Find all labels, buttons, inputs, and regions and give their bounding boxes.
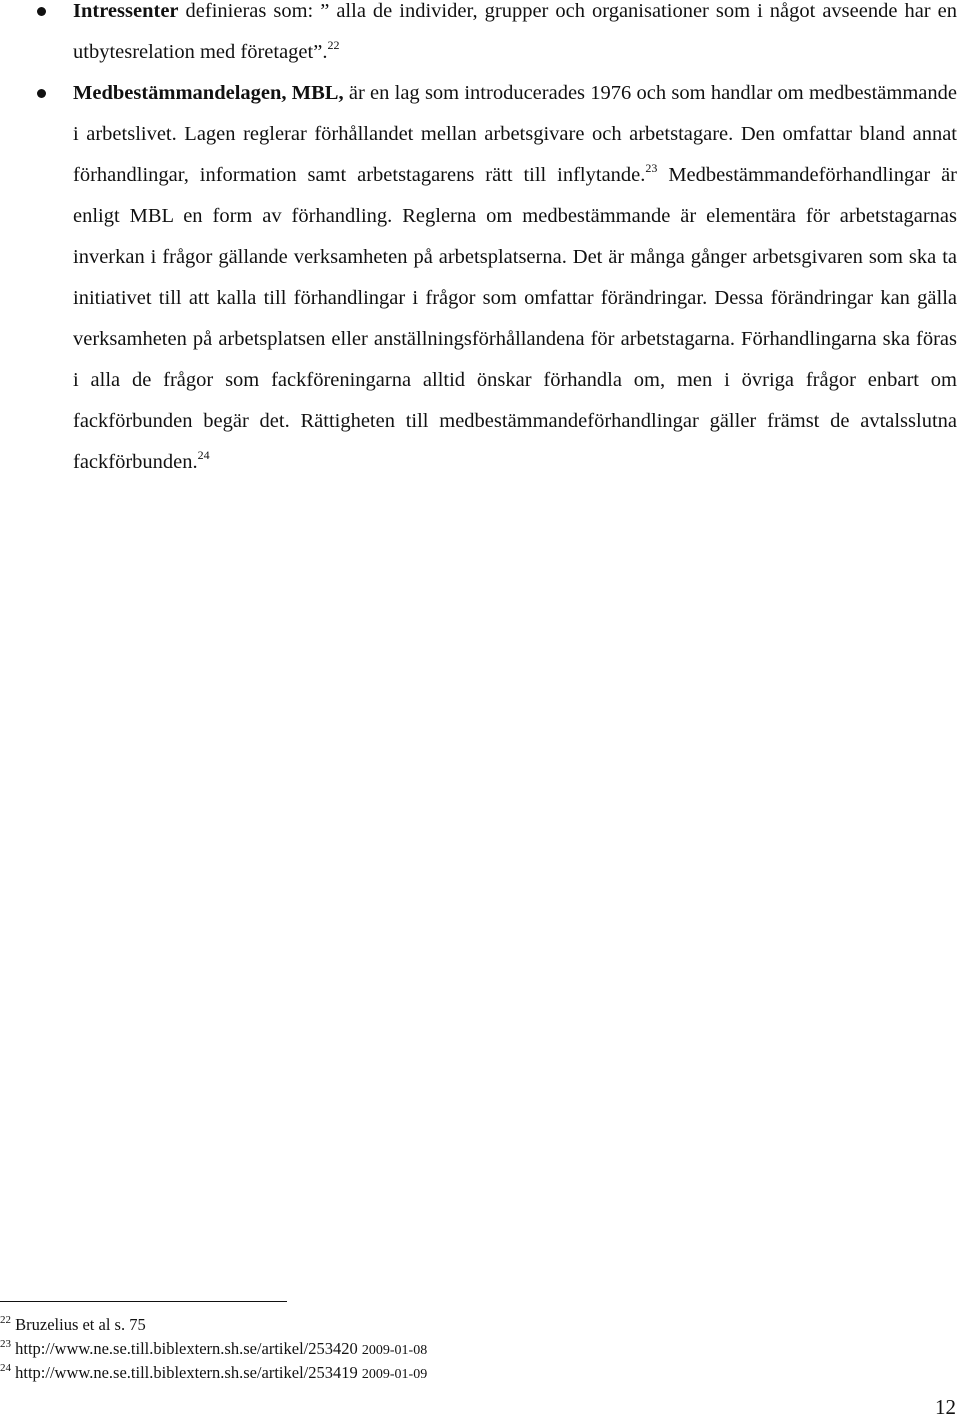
term-intressenter: Intressenter xyxy=(73,0,179,22)
page-number: 12 xyxy=(935,1395,956,1419)
footnote-date: 2009-01-08 xyxy=(361,1343,428,1358)
footnote-link[interactable]: http://www.ne.se.till.biblextern.sh.se/artikel/253420 xyxy=(15,1339,362,1358)
footnote-number: 22 xyxy=(0,1314,11,1326)
footnote-23 xyxy=(0,1338,427,1362)
footnote-22 xyxy=(0,1314,146,1336)
bullet-icon xyxy=(37,7,46,16)
bullet-item-intressenter xyxy=(73,0,957,73)
footnote-ref-24: 24 xyxy=(197,448,210,462)
footnote-number: 23 xyxy=(0,1338,11,1350)
footnote-number: 24 xyxy=(0,1362,11,1374)
body-text xyxy=(73,0,957,492)
footnote-link[interactable]: http://www.ne.se.till.biblextern.sh.se/artikel/253419 xyxy=(15,1363,362,1382)
footnote-divider xyxy=(0,1301,287,1302)
term-mbl: Medbestämmandelagen, MBL, xyxy=(73,82,344,104)
definition-text: definieras som: ” alla de individer, grupper och organisationer som i något avseende har en utbytesrelation med företaget”. xyxy=(73,0,957,63)
bullet-icon xyxy=(37,89,46,98)
footnote-text: Bruzelius et al s. 75 xyxy=(15,1315,146,1334)
mbl-text-part-1: är en lag som introducerades 1976 och som handlar om medbestämmande i arbetslivet. Lagen reglerar förhållandet mellan arbetsgivare och arbetstagare. Den omfattar bland annat förhandlingar, information samt arbetstagarens rätt till inflytande. xyxy=(73,82,957,186)
bullet-item-mbl xyxy=(73,73,957,483)
footnote-24 xyxy=(0,1362,427,1386)
footnote-ref-23: 23 xyxy=(645,161,658,175)
footnote-ref-22: 22 xyxy=(327,38,340,52)
mbl-text-part-2: Medbestämmandeförhandlingar är enligt MBL en form av förhandling. Reglerna om medbestämmande är elementära för arbetstagarnas inverkan i frågor gällande verksamheten på arbetsplatserna. Det är många gånger arbetsgivaren som ska ta initiativet till att kalla till förhandlingar i frågor som omfattar förändringar. Dessa förändringar kan gälla verksamheten på arbetsplatsen eller anställningsförhållandena för arbetstagarna. Förhandlingarna ska föras i alla de frågor som fackföreningarna alltid önskar förhandla om, men i övriga frågor enbart om fackförbunden begär det. Rättigheten till medbestämmandeförhandlingar gäller främst de avtalsslutna fackförbunden. xyxy=(73,164,957,473)
footnote-date: 2009-01-09 xyxy=(361,1367,428,1382)
